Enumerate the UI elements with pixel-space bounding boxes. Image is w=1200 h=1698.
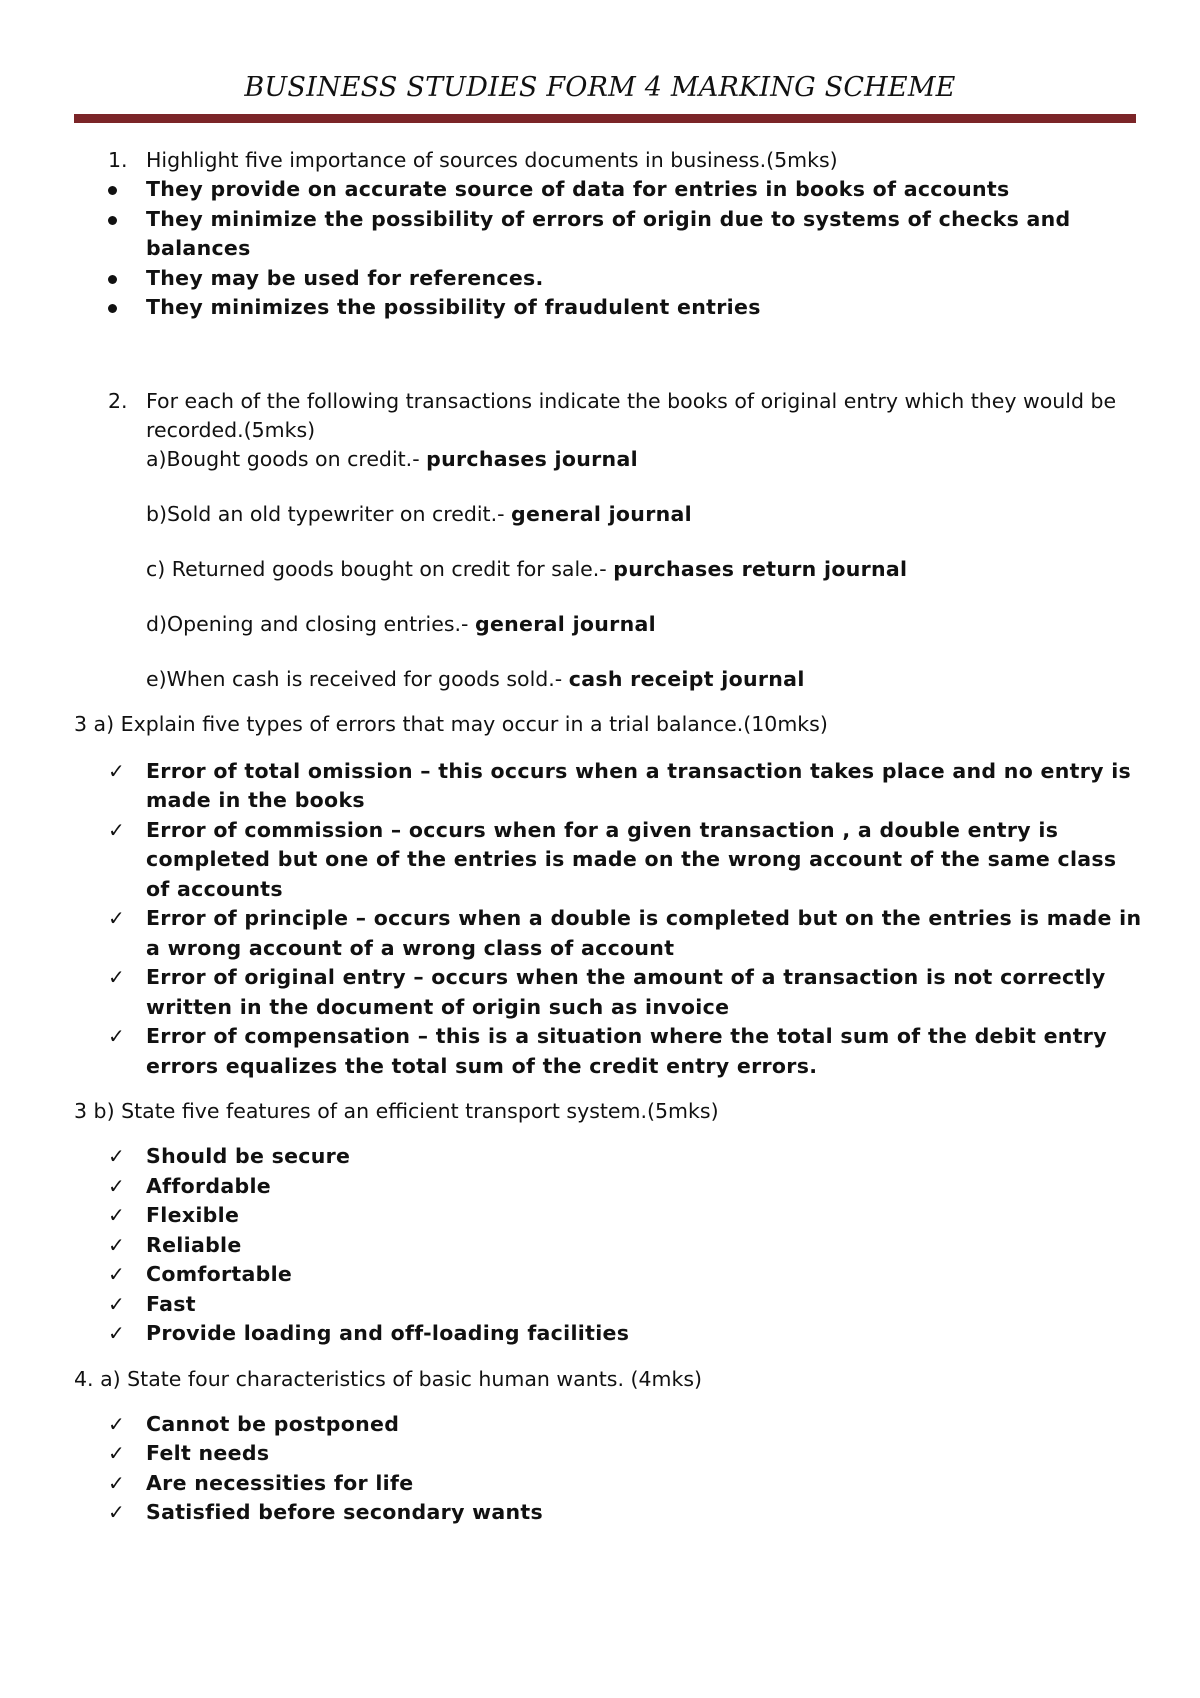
question-number: 1. [108, 148, 128, 172]
answer-item: They may be used for references. [0, 264, 1200, 294]
check-icon: ✓ [108, 817, 126, 842]
answer-item: ✓ Flexible [0, 1201, 1200, 1231]
question-2 [0, 387, 1200, 445]
question-3a: 3 a) Explain five types of errors that may occur in a trial balance.(10mks) [74, 711, 828, 736]
bullet-icon [108, 304, 117, 313]
answer-item: They minimize the possibility of errors of origin due to systems of checks and balances [0, 205, 1200, 264]
answer-item: ✓ Fast [0, 1290, 1200, 1320]
question-4a: 4. a) State four characteristics of basic human wants. (4mks) [74, 1366, 703, 1391]
check-icon: ✓ [108, 1441, 126, 1465]
bullet-icon [108, 186, 117, 195]
check-icon: ✓ [108, 1291, 126, 1316]
answer-item: They minimizes the possibility of fraudulent entries [0, 293, 1200, 323]
answer-item: ✓ Are necessities for life [0, 1469, 1200, 1499]
check-icon: ✓ [108, 965, 126, 989]
marking-scheme-body [0, 146, 1200, 1528]
question-text: Highlight five importance of sources documents in business.(5mks) [146, 148, 838, 172]
answer-item: ✓ Error of total omission – this occurs when a transaction takes place and no entry is made in the books [108, 758, 1132, 812]
check-icon: ✓ [108, 1024, 126, 1048]
answer-item: ✓ Felt needs [0, 1439, 1200, 1469]
answer-item: ✓ Affordable [0, 1172, 1200, 1202]
question-3b: 3 b) State five features of an efficient transport system.(5mks) [74, 1099, 719, 1123]
answer-item: ✓ Error of principle – occurs when a double is completed but on the entries is made in a wrong account of a wrong class of account [108, 906, 1142, 960]
question-number: 2. [108, 388, 128, 413]
q3a-answer-list [0, 757, 1200, 1082]
answer-item: ✓ Error of commission – occurs when for a given transaction , a double entry is completed but one of the entries is made on the wrong account of the same class of accounts [108, 817, 1117, 901]
check-icon: ✓ [108, 1173, 126, 1198]
check-icon: ✓ [108, 758, 126, 783]
title-rule [74, 114, 1136, 123]
answer-item: ✓ Reliable [0, 1231, 1200, 1261]
answer-item: ✓ Error of original entry – occurs when the amount of a transaction is not correctly written in the document of origin such as invoice [108, 965, 1106, 1019]
check-icon: ✓ [108, 1232, 126, 1257]
answer-item: ✓ Error of compensation – this is a situation where the total sum of the debit entry errors equalizes the total sum of the credit entry errors. [108, 1024, 1107, 1078]
q3b-answer-list [0, 1142, 1200, 1349]
q2-item-b: b)Sold an old typewriter on credit.- general journal [146, 501, 692, 526]
bullet-icon [108, 275, 117, 284]
answer-item: ✓ Satisfied before secondary wants [0, 1498, 1200, 1528]
check-icon: ✓ [108, 1262, 126, 1286]
q4a-answer-list [0, 1410, 1200, 1528]
check-icon: ✓ [108, 1203, 126, 1227]
check-icon: ✓ [108, 1470, 126, 1495]
check-icon: ✓ [108, 1500, 126, 1524]
check-icon: ✓ [108, 1411, 126, 1436]
q2-item-e: e)When cash is received for goods sold.- cash receipt journal [146, 666, 805, 691]
answer-item: They provide on accurate source of data for entries in books of accounts [0, 175, 1200, 205]
question-text: For each of the following transactions indicate the books of original entry which they would be recorded.(5mks) [146, 388, 1117, 442]
q2-item-c: c) Returned goods bought on credit for sale.- purchases return journal [146, 556, 908, 581]
answer: cash receipt journal [568, 666, 805, 691]
answer: general journal [474, 611, 656, 636]
answer-item: ✓ Should be secure [0, 1142, 1200, 1172]
answer-item: ✓ Provide loading and off-loading facilities [0, 1319, 1200, 1349]
bullet-icon [108, 216, 117, 225]
q2-item-d: d)Opening and closing entries.- general journal [146, 611, 656, 636]
question-1 [0, 146, 1200, 175]
answer-item: ✓ Comfortable [0, 1260, 1200, 1290]
page-title: BUSINESS STUDIES FORM 4 MARKING SCHEME [244, 72, 956, 103]
check-icon: ✓ [108, 1321, 126, 1345]
answer-item: ✓ Cannot be postponed [0, 1410, 1200, 1440]
answer: general journal [511, 501, 692, 526]
answer: purchases journal [426, 446, 638, 471]
check-icon: ✓ [108, 1144, 126, 1168]
check-icon: ✓ [108, 906, 126, 930]
q2-item-a: a)Bought goods on credit.- purchases journal [146, 446, 638, 471]
answer: purchases return journal [613, 556, 908, 581]
q1-answer-list [0, 175, 1200, 323]
